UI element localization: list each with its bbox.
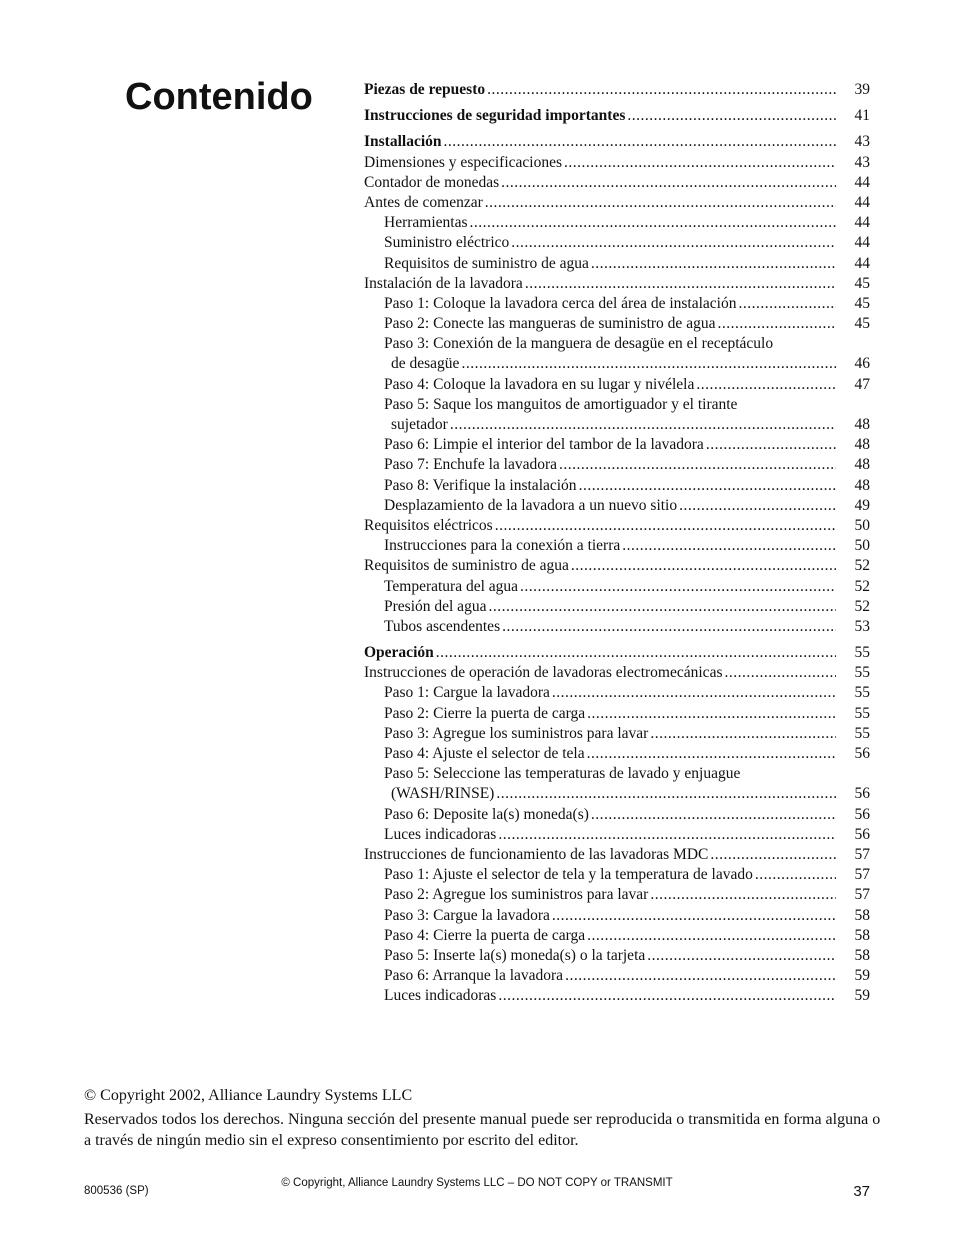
toc-dot-leader	[501, 173, 836, 193]
toc-entry-label: Paso 2: Agregue los suministros para lavar	[384, 886, 649, 904]
toc-entry-label: Paso 8: Verifique la instalación	[384, 476, 577, 494]
toc-entry	[364, 946, 870, 966]
toc-entry-label: Paso 1: Ajuste el selector de tela y la temperatura de lavado	[384, 866, 753, 884]
toc-entry-label: Antes de comenzar	[364, 193, 483, 211]
toc-dot-leader	[696, 375, 836, 395]
toc-dot-leader	[738, 294, 836, 314]
toc-entry-page: 50	[854, 516, 870, 534]
toc-dot-leader	[650, 724, 836, 744]
toc-entry-label: Instrucciones de funcionamiento de las lavadoras MDC	[364, 845, 709, 863]
toc-entry	[364, 193, 870, 213]
toc-entry-label: Instrucciones para la conexión a tierra	[384, 537, 621, 555]
toc-entry-page: 48	[854, 436, 870, 454]
toc-entry-page: 44	[854, 193, 870, 211]
toc-entry-page: 58	[854, 946, 870, 964]
toc-entry-label: Operación	[364, 644, 434, 662]
toc-entry-page: 41	[854, 107, 870, 125]
toc-entry	[364, 80, 870, 100]
toc-entry-label: Requisitos eléctricos	[364, 516, 493, 534]
toc-dot-leader	[706, 435, 836, 455]
toc-entry-page: 46	[854, 355, 870, 373]
toc-entry-label: Presión del agua	[384, 597, 487, 615]
toc-entry	[364, 435, 870, 455]
toc-entry-page: 57	[854, 886, 870, 904]
toc-entry-page: 44	[854, 254, 870, 272]
toc-entry-page: 45	[854, 315, 870, 333]
toc-entry-label: Paso 5: Inserte la(s) moneda(s) o la tarjeta	[384, 946, 646, 964]
toc-entry	[364, 476, 870, 496]
toc-dot-leader	[587, 744, 836, 764]
toc-entry-label: Paso 4: Cierre la puerta de carga	[384, 926, 586, 944]
toc-entry	[364, 395, 870, 415]
toc-entry-label: Installación	[364, 133, 442, 151]
toc-entry-page: 43	[854, 153, 870, 171]
toc-dot-leader	[495, 516, 836, 536]
toc-entry	[364, 254, 870, 274]
toc-dot-leader	[461, 354, 836, 374]
toc-dot-leader	[627, 106, 836, 126]
toc-entry	[364, 663, 870, 683]
toc-entry-label: Dimensiones y especificaciones	[364, 153, 562, 171]
copyright-line: © Copyright 2002, Alliance Laundry Systems LLC	[84, 1087, 413, 1104]
toc-entry	[364, 556, 870, 576]
toc-entry-page: 59	[854, 967, 870, 985]
rights-notice: Reservados todos los derechos. Ninguna sección del presente manual puede ser reproducida o transmitida en forma alguna o a través de ningún medio sin el expreso consentimiento por escrito del editor.	[84, 1111, 881, 1149]
toc-entry	[364, 415, 870, 435]
toc-dot-leader	[502, 617, 836, 637]
toc-entry	[364, 314, 870, 334]
toc-entry-label: Paso 5: Saque los manguitos de amortiguador y el tirante	[384, 395, 738, 413]
footer-notice: © Copyright, Alliance Laundry Systems LLC – DO NOT COPY or TRANSMIT	[281, 1177, 673, 1189]
toc-dot-leader	[511, 233, 836, 253]
toc-dot-leader	[650, 885, 836, 905]
toc-entry-page: 44	[854, 234, 870, 252]
toc-entry	[364, 906, 870, 926]
toc-entry-page: 45	[854, 274, 870, 292]
toc-entry	[364, 784, 870, 804]
toc-dot-leader	[444, 132, 836, 152]
toc-entry-label: de desagüe	[391, 355, 460, 373]
toc-entry-page: 45	[854, 294, 870, 312]
toc-entry	[364, 885, 870, 905]
toc-entry-page: 49	[854, 496, 870, 514]
toc-entry	[364, 496, 870, 516]
toc-entry-label: Paso 2: Conecte las mangueras de suministro de agua	[384, 315, 716, 333]
toc-dot-leader	[579, 476, 836, 496]
toc-entry-label: Paso 4: Coloque la lavadora en su lugar y nivélela	[384, 375, 695, 393]
toc-entry	[364, 274, 870, 294]
toc-entry-label: Paso 6: Deposite la(s) moneda(s)	[384, 805, 589, 823]
toc-dot-leader	[591, 254, 836, 274]
toc-dot-leader	[485, 193, 836, 213]
toc-entry-page: 55	[854, 684, 870, 702]
toc-entry	[364, 455, 870, 475]
toc-dot-leader	[724, 663, 836, 683]
toc-entry-label: Paso 3: Conexión de la manguera de desagüe en el receptáculo	[384, 335, 774, 353]
toc-entry-page: 56	[854, 785, 870, 803]
toc-dot-leader	[552, 683, 836, 703]
toc-entry	[364, 536, 870, 556]
toc-entry-label: Paso 6: Arranque la lavadora	[384, 967, 564, 985]
toc-entry-label: sujetador	[391, 416, 448, 433]
toc-entry	[364, 744, 870, 764]
toc-entry	[364, 617, 870, 637]
table-of-contents	[364, 80, 870, 1006]
toc-entry	[364, 132, 870, 152]
toc-entry-page: 58	[854, 906, 870, 924]
toc-entry	[364, 986, 870, 1006]
toc-entry-page: 55	[854, 664, 870, 682]
toc-dot-leader	[488, 597, 836, 617]
toc-entry	[364, 704, 870, 724]
toc-dot-leader	[498, 986, 836, 1006]
toc-entry-page: 43	[854, 133, 870, 151]
toc-entry	[364, 375, 870, 395]
toc-entry-label: Instrucciones de operación de lavadoras electromecánicas	[364, 664, 723, 682]
toc-entry-label: Suministro eléctrico	[384, 234, 510, 252]
toc-entry-label: Paso 1: Coloque la lavadora cerca del área de instalación	[384, 294, 737, 312]
toc-entry-page: 48	[854, 416, 870, 433]
page-number: 37	[853, 1183, 870, 1200]
toc-entry-page: 55	[854, 704, 870, 722]
toc-dot-leader	[587, 926, 836, 946]
toc-entry-page: 39	[854, 81, 870, 98]
toc-entry-page: 52	[854, 557, 870, 575]
toc-entry-page: 57	[854, 866, 870, 884]
toc-entry-page: 56	[854, 805, 870, 823]
toc-entry-label: Paso 1: Cargue la lavadora	[384, 684, 550, 702]
toc-entry-page: 59	[854, 987, 870, 1005]
toc-entry-page: 57	[854, 845, 870, 863]
toc-dot-leader	[565, 966, 836, 986]
toc-entry-page: 48	[854, 476, 870, 494]
toc-entry-page: 53	[854, 617, 870, 635]
toc-entry	[364, 643, 870, 663]
toc-entry	[364, 805, 870, 825]
toc-dot-leader	[470, 213, 837, 233]
toc-entry	[364, 334, 870, 354]
toc-dot-leader	[679, 496, 836, 516]
toc-entry	[364, 153, 870, 173]
toc-entry-label: Contador de monedas	[364, 173, 500, 191]
toc-entry-page: 55	[854, 644, 870, 662]
toc-entry-label: Tubos ascendentes	[384, 617, 501, 635]
toc-entry-label: Temperatura del agua	[384, 577, 519, 595]
toc-entry-page: 56	[854, 825, 870, 843]
toc-entry	[364, 516, 870, 536]
toc-entry-page: 55	[854, 724, 870, 742]
toc-entry-label: Paso 2: Cierre la puerta de carga	[384, 704, 586, 722]
toc-dot-leader	[564, 153, 836, 173]
toc-dot-leader	[647, 946, 836, 966]
toc-entry-label: Luces indicadoras	[384, 825, 497, 843]
toc-entry	[364, 764, 870, 784]
toc-dot-leader	[520, 577, 836, 597]
toc-entry	[364, 724, 870, 744]
toc-entry-page: 50	[854, 537, 870, 555]
toc-dot-leader	[552, 906, 836, 926]
toc-entry	[364, 213, 870, 233]
toc-entry-label: Desplazamiento de la lavadora a un nuevo sitio	[384, 496, 678, 514]
toc-entry-page: 44	[854, 173, 870, 191]
toc-entry	[364, 354, 870, 374]
toc-entry-page: 56	[854, 745, 870, 762]
toc-entry-label: Paso 6: Limpie el interior del tambor de la lavadora	[384, 436, 704, 454]
toc-entry-label: Piezas de repuesto	[364, 81, 486, 98]
toc-entry	[364, 683, 870, 703]
toc-entry	[364, 926, 870, 946]
toc-dot-leader	[559, 455, 836, 475]
page-title: Contenido	[125, 76, 313, 118]
toc-entry	[364, 233, 870, 253]
toc-entry	[364, 825, 870, 845]
toc-entry	[364, 597, 870, 617]
toc-entry-page: 52	[854, 597, 870, 615]
toc-entry-label: Requisitos de suministro de agua	[384, 254, 589, 272]
toc-entry	[364, 966, 870, 986]
document-number: 800536 (SP)	[84, 1185, 149, 1197]
toc-entry-page: 58	[854, 926, 870, 944]
toc-dot-leader	[755, 865, 836, 885]
toc-entry	[364, 845, 870, 865]
toc-entry	[364, 294, 870, 314]
toc-entry-label: Instalación de la lavadora	[364, 274, 523, 292]
toc-dot-leader	[717, 314, 836, 334]
toc-entry-page: 44	[854, 214, 870, 232]
toc-dot-leader	[496, 784, 836, 804]
toc-entry	[364, 173, 870, 193]
toc-dot-leader	[587, 704, 836, 724]
toc-entry-label: Paso 3: Agregue los suministros para lavar	[384, 724, 649, 742]
toc-entry	[364, 577, 870, 597]
toc-entry-label: Instrucciones de seguridad importantes	[364, 107, 626, 125]
toc-entry-page: 48	[854, 456, 870, 474]
toc-entry-label: Requisitos de suministro de agua	[364, 557, 569, 575]
toc-entry-page: 52	[854, 577, 870, 595]
toc-dot-leader	[571, 556, 836, 576]
toc-dot-leader	[710, 845, 836, 865]
toc-entry	[364, 865, 870, 885]
toc-entry-label: (WASH/RINSE)	[391, 785, 495, 803]
toc-dot-leader	[622, 536, 836, 556]
toc-dot-leader	[436, 643, 836, 663]
toc-entry-label: Paso 5: Seleccione las temperaturas de lavado y enjuague	[384, 765, 741, 783]
toc-entry-page: 47	[854, 375, 870, 393]
toc-entry-label: Paso 3: Cargue la lavadora	[384, 906, 550, 924]
toc-dot-leader	[487, 80, 836, 100]
toc-entry-label: Luces indicadoras	[384, 987, 497, 1005]
toc-dot-leader	[525, 274, 836, 294]
toc-dot-leader	[498, 825, 836, 845]
toc-entry-label: Paso 4: Ajuste el selector de tela	[384, 745, 585, 762]
toc-entry-label: Herramientas	[384, 214, 468, 232]
toc-entry-label: Paso 7: Enchufe la lavadora	[384, 456, 558, 474]
toc-dot-leader	[450, 415, 836, 435]
toc-entry	[364, 106, 870, 126]
toc-dot-leader	[591, 805, 836, 825]
